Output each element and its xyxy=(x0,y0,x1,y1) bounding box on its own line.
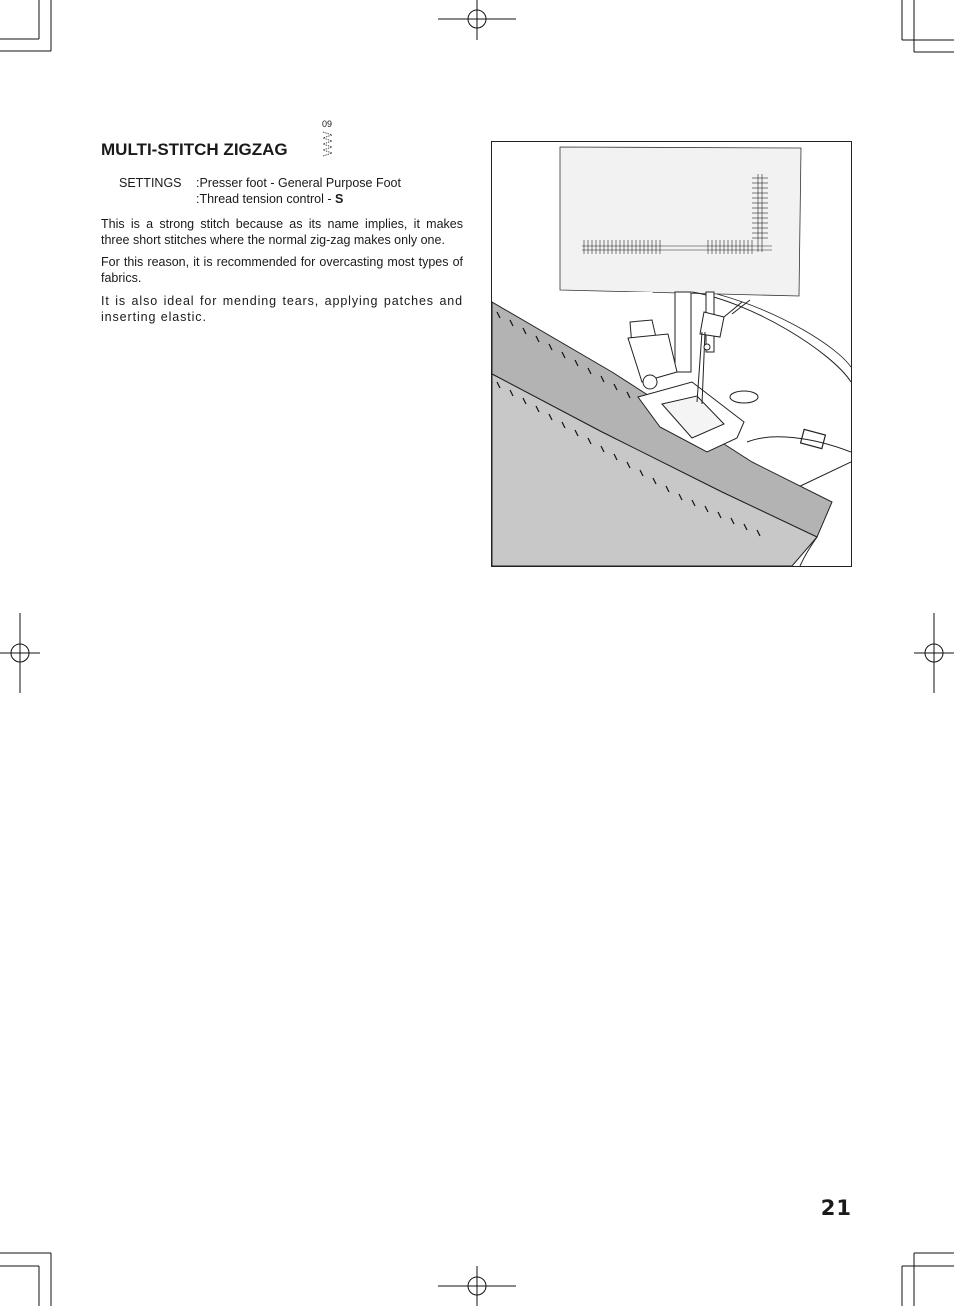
multi-stitch-zigzag-icon xyxy=(321,131,335,159)
sewing-illustration-figure xyxy=(491,141,852,567)
page-number: 21 xyxy=(820,1196,852,1220)
thread-tension-value: S xyxy=(334,192,344,206)
thread-tension-label: :Thread tension control - xyxy=(196,192,335,206)
presser-foot-setting: :Presser foot - General Purpose Foot xyxy=(196,176,401,190)
section-header xyxy=(101,118,361,164)
sewing-machine-presser-foot-illustration xyxy=(492,142,851,566)
section-title: MULTI-STITCH ZIGZAG xyxy=(101,140,288,159)
paragraph: It is also ideal for mending tears, applying patches and inserting elastic. xyxy=(101,294,463,324)
paragraph: For this reason, it is recommended for overcasting most types of fabrics. xyxy=(101,255,463,285)
paragraph: This is a strong stitch because as its name implies, it makes three short stitches where the normal zig-zag makes only one. xyxy=(101,217,463,247)
stitch-sample-swatch xyxy=(560,147,801,296)
settings-label: SETTINGS xyxy=(119,176,182,190)
stitch-number: 09 xyxy=(322,119,333,129)
thread-tension-setting xyxy=(196,191,343,207)
